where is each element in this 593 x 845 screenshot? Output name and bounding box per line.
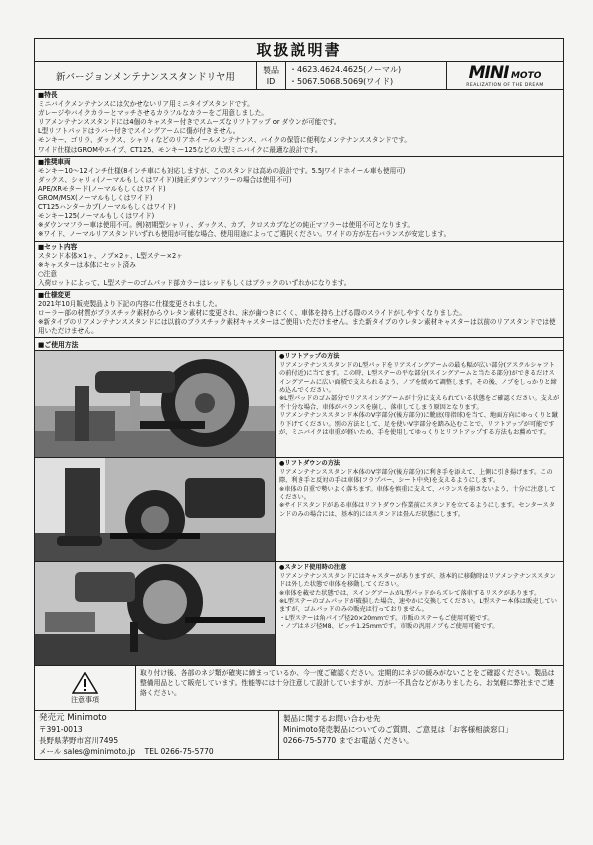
logo-text: MINI: [468, 63, 509, 83]
liftdown-line: リアメンテナンススタンド本体のV字部分(後方部分)に利き手を添えて、上側に引き揚げます。この際、利き手と反対の手は車体(フラプバー、シート中央)を支えるようにします。: [279, 468, 553, 485]
liftdown-line: ※サイドスタンドがある車体はリフトダウン作業前にスタンドを立てるようにします。センタースタンドのみの場合には、基本的にはスタンドは畳んだ状態にします。: [279, 502, 555, 518]
caution-line: ・ノブはネジ径M8、ピッチ1.25mmです。市販の汎用ノブもご使用可能です。: [279, 623, 499, 631]
logo-sub: MOTO: [510, 71, 542, 81]
models-section: [34, 157, 564, 242]
seller-address: 長野県茅野市宮川7495: [39, 736, 119, 746]
caution-line: ・L型ステーは角パイプ径20×20mmです。市販のステーもご使用可能です。: [279, 614, 494, 622]
product-id-wide: ・5067.5068.5069(ワイド): [289, 76, 394, 86]
features-heading: ■特長: [38, 91, 58, 99]
liftup-heading: ●リフトアップの方法: [279, 353, 340, 361]
notes-text: 取り付け後、各部のネジ類が確実に締まっているか、今一度ご確認ください。定期的にネジの緩みがないことをご確認ください。製品は整備用品として販売しています。性能等には十分注意して設計していますが、万が一不具合などがありましたら、お気軽に弊社までご連絡ください。: [140, 669, 555, 698]
notes-label-cell: [35, 666, 136, 710]
seller-info: [35, 711, 279, 759]
caution-text: [276, 562, 563, 665]
spec-change-line: 2021年10月販売製品より下記の内容に仕様変更されました。: [38, 300, 222, 309]
inquiry-tel: 0266-75-5770 までお電話ください。: [283, 736, 414, 746]
liftup-text: [276, 351, 563, 457]
caution-heading: ●スタンド使用時の注意: [279, 564, 347, 572]
models-line: APE/XRモタード(ノーマルもしくはワイド): [38, 184, 166, 193]
logo-tagline: REALIZATION OF THE DREAM: [466, 83, 544, 88]
models-line: モンキー10～12インチ仕様(8インチ車にも対応しますが、このスタンドは高めの設計です。5.5Jワイドホイール車も使用可): [38, 166, 406, 175]
product-id-label: 製品ID: [257, 62, 286, 90]
models-heading: ■推奨車両: [38, 157, 71, 166]
product-name: 新バージョンメンテナンススタンドリヤ用: [35, 62, 257, 90]
liftup-photo: [35, 351, 276, 457]
liftup-line: ※L型パッドのゴム部分でリアスイングアームが十分に支えられている状態をご確認ください。支えが不十分な場合、車体がバランスを崩し、落車してしまう原因となります。: [279, 395, 560, 411]
inquiry-title: 製品に関するお問い合わせ先: [283, 714, 381, 724]
notes-label: 注意事項: [71, 695, 99, 704]
page-title: 取扱説明書: [34, 38, 564, 61]
notes-box: [34, 666, 564, 711]
seller-label: 発売元: [39, 713, 65, 724]
seller-name: Minimoto: [67, 713, 107, 724]
inquiry-text: Minimoto発売製品についてのご質問、ご意見は「お客様相談窓口」: [283, 725, 513, 735]
spec-change-section: [34, 290, 564, 338]
inquiry-info: [279, 711, 563, 759]
models-line: ※ダウンマフラー車は使用不可。例)初期型シャリィ、ダックス、カブ、クロスカブなどの純正マフラーは使用不可となります。: [38, 221, 415, 230]
warning-icon: [72, 672, 98, 694]
spec-change-line: ※新タイプのリアメンテナンススタンドには以前のプラスチック素材キャスターはご使用いただけません。また新タイプのウレタン素材キャスターは以前のリアスタンドでは使用いただけません。: [38, 318, 556, 336]
set-line: スタンド本体×1ヶ、ノブ×2ヶ、L型ステー×2ヶ: [38, 251, 183, 260]
models-line: GROM/MSX(ノーマルもしくはワイド): [38, 194, 153, 203]
spec-change-heading: ■仕様変更: [38, 290, 71, 299]
models-line: ※ワイド、ノーマルリアスタンドいずれも使用が可能な場合、使用用途によってご選択ください。ワイドの方が左右バランスが安定します。: [38, 230, 451, 239]
set-heading: ■セット内容: [38, 242, 78, 251]
set-line: 入荷ロットによって、L型ステーのゴムパッド部カラーはレッドもしくはブラックのいずれかになります。: [38, 278, 351, 287]
liftdown-line: ※車体の自重で勢いよく落ちます。車体を慎重に支えて、バランスを崩さないよう、十分に注意してください。: [279, 485, 556, 502]
features-section: [34, 90, 564, 157]
liftdown-heading: ●リフトダウンの方法: [279, 460, 341, 468]
caution-line: リアメンテナンススタンドにはキャスターがありますが、基本的に移動時はリアメンテナンススタンドは外した状態で車体を移動してください。: [279, 572, 556, 589]
spec-change-line: ローラー部の材質がプラスチック素材からウレタン素材に変更され、床が歯つきにくく、車体を持ち上げる際のスライドがしやすくなりました。: [38, 309, 466, 318]
seller-postal: 〒391-0013: [39, 725, 83, 735]
caution-line: ※車体を載せた状態では、スイングアームがL型パッドからズレて落車するリスクがあります。: [279, 589, 541, 597]
liftup-line: リアメンテナンススタンド本体のV字部分(後方部分)に靴底(母指球)を当て、地面方向にゆっくりと蹴り下げてください。別の方法として、足を使いV字部分を踏み込むことで、リフトアップが可能ですが、ミニバイクは車重が軽いため、手を使用してゆっくりとリフトアップする方法もお薦めです。: [279, 412, 558, 437]
set-section: [34, 242, 564, 290]
models-line: モンキー125(ノーマルもしくはワイド): [38, 212, 155, 221]
set-line: ○注意: [38, 269, 57, 278]
usage-section: [34, 338, 564, 666]
liftdown-text: [276, 458, 563, 561]
usage-row-caution: [35, 562, 563, 665]
features-line: リアメンテナンススタンドには4個のキャスター付きでスムーズなリフトアップ or ダウンが可能です。: [38, 118, 341, 127]
features-line: ワイド仕様はGROMやエイプ、CT125、モンキー125などの大型ミニバイクに最適な設計です。: [38, 145, 322, 154]
features-line: モンキー、ゴリラ、ダックス、シャリィなどのリアホイールメンテナンス、バイクの保管に便利なメンテナンススタンドです。: [38, 136, 411, 145]
manual-sheet: [34, 38, 564, 760]
footer: [34, 711, 564, 760]
features-line: ミニバイクメンテナンスには欠かせないリア用ミニタイプスタンドです。: [38, 100, 254, 109]
liftup-line: リアメンテナンススタンドのL型パッドをリアスイングアームの最も幅が広い部分(アスクルシャフトの前付近)に当てます。この時、L型ステーの平な部分(スイングアームと当たる部分)ができるだけスイングアームに広い面積で支えられるよう、ノブを緩めて調整します。その後、ノブをしっかりと締め込んでください。: [279, 361, 557, 395]
brand-logo: [447, 62, 564, 90]
models-line: ダックス、シャリィ(ノーマルもしくはワイド)(純正ダウンマフラーの場合は使用不可): [38, 175, 292, 184]
seller-tel: TEL 0266-75-5770: [144, 747, 214, 757]
caution-line: ※L型ステーのゴムパッドが破損した場合、速やかに交換してください。L型ステー本体は販売していますが、ゴムパッドのみの販売は行っておりません。: [279, 598, 557, 614]
seller-mail: メール sales@minimoto.jp: [39, 747, 136, 757]
models-line: CT125ハンターカブ(ノーマルもしくはワイド): [38, 203, 176, 212]
usage-row-liftdown: [35, 458, 563, 562]
stand-photo: [35, 562, 276, 665]
features-line: L型リフトパッドはラバー付きでスイングアームに傷が付きません。: [38, 127, 240, 136]
product-ids: [286, 62, 447, 90]
set-line: ※キャスターは本体にセット済み: [38, 260, 136, 269]
header-table: [34, 61, 564, 90]
usage-heading: ■ご使用方法: [35, 338, 563, 351]
usage-row-liftup: [35, 351, 563, 458]
product-id-normal: ・4623.4624.4625(ノーマル): [289, 64, 402, 74]
features-line: ガレージやバイクカラーとマッチさせるカラフルなカラーをご用意しました。: [38, 109, 268, 118]
liftdown-photo: [35, 458, 276, 561]
